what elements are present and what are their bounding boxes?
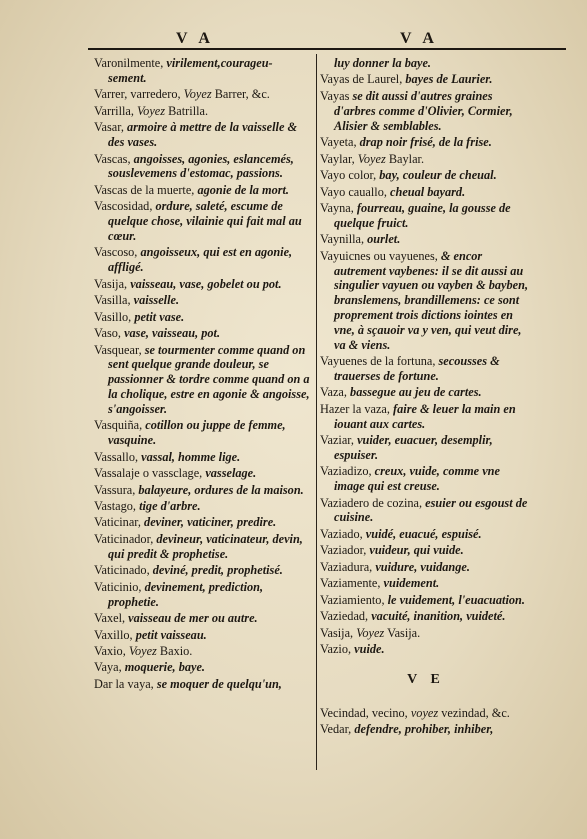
headword: Vasilla,: [94, 293, 131, 308]
definition: vuidure, vuidange.: [375, 559, 470, 574]
definition: cheual bayard.: [390, 184, 466, 199]
definition: se dit aussi d'autres graines d'arbres comme d'Olivier, Cormier, Alisier & semblables.: [334, 88, 513, 133]
cross-reference-target: Vasija.: [387, 625, 421, 640]
headword: Vaso,: [94, 326, 121, 341]
left-column: [94, 56, 310, 693]
headword: Vaticinar,: [94, 515, 141, 530]
cross-reference-marker: Voyez: [356, 625, 385, 640]
cross-reference-target: Barrer, &c.: [214, 87, 270, 102]
headword: Vayna,: [320, 200, 354, 215]
definition: moquerie, baye.: [124, 660, 205, 675]
dictionary-entry: [94, 87, 310, 102]
cross-reference-marker: Voyez: [357, 151, 386, 166]
definition: petit vase.: [134, 309, 185, 324]
headword: Vaziamiento,: [320, 592, 385, 607]
header-rule: [88, 48, 566, 50]
dictionary-entry: [94, 277, 310, 292]
headword: Vaxel,: [94, 611, 126, 626]
cross-reference-target: Baylar.: [388, 151, 425, 166]
definition: ourlet.: [367, 232, 401, 247]
headword: Vaylar,: [320, 151, 355, 166]
definition: vuidé, euacué, espuisé.: [365, 526, 482, 541]
headword: Vayo color,: [320, 168, 377, 183]
definition: angoisseux, qui est en agonie, affligé.: [108, 245, 293, 275]
definition: vase, vaisseau, pot.: [124, 326, 221, 341]
definition: le vuidement, l'euacuation.: [387, 592, 525, 607]
section-heading: V E: [407, 672, 445, 688]
definition: vassal, homme lige.: [141, 449, 241, 464]
dictionary-entry: [320, 593, 532, 608]
dictionary-entry: [320, 560, 532, 575]
cross-reference-target: vezindad, &c.: [441, 705, 510, 720]
running-head-right: V A: [400, 30, 438, 47]
dictionary-entry: [94, 418, 310, 448]
dictionary-entry: [94, 466, 310, 481]
headword: Vazio,: [320, 642, 352, 657]
dictionary-entry: [94, 293, 310, 308]
definition: defendre, prohiber, inhiber,: [354, 722, 494, 737]
headword: Vaziamente,: [320, 576, 381, 591]
dictionary-entry: [94, 644, 310, 659]
cross-reference-marker: voyez: [410, 705, 439, 720]
definition: vaisselle.: [133, 293, 180, 308]
dictionary-entry: [320, 56, 532, 71]
dictionary-entry: [320, 135, 532, 150]
running-head-left: V A: [176, 30, 214, 47]
definition: deviné, predit, prophetisé.: [152, 563, 283, 578]
headword: Vaziedad,: [320, 609, 369, 624]
dictionary-entry: [320, 464, 532, 494]
headword: Vascas,: [94, 151, 131, 166]
definition: luy donner la baye.: [334, 56, 432, 70]
headword: Vayas de Laurel,: [320, 72, 403, 87]
definition: devineur, vaticinateur, devin, qui predit & prophetise.: [108, 531, 303, 561]
dictionary-entry: [94, 483, 310, 498]
dictionary-entry: [320, 706, 532, 721]
definition: se moquer de quelqu'un,: [156, 676, 282, 691]
headword: Vayuenes de la fortuna,: [320, 354, 436, 369]
headword: Vascas de la muerte,: [94, 182, 195, 197]
headword: Vaticinador,: [94, 531, 154, 546]
definition: cotillon ou juppe de femme, vasquine.: [108, 418, 286, 448]
dictionary-entry: [320, 642, 532, 657]
dictionary-entry: [320, 152, 532, 167]
running-head: [0, 30, 587, 48]
cross-reference-marker: Voyez: [128, 643, 157, 658]
dictionary-entry: [94, 152, 310, 182]
dictionary-entry: [320, 433, 532, 463]
dictionary-entry: [320, 626, 532, 641]
dictionary-entry: [94, 310, 310, 325]
definition: bassegue au jeu de cartes.: [350, 385, 482, 400]
dictionary-entry: [94, 120, 310, 150]
headword: Vaziadero de cozina,: [320, 495, 423, 510]
definition: drap noir frisé, de la frise.: [359, 135, 492, 150]
column-divider: [316, 54, 317, 770]
dictionary-entry: [94, 660, 310, 675]
dictionary-entry: [320, 168, 532, 183]
dictionary-entry: [94, 611, 310, 626]
headword: Vaynilla,: [320, 232, 365, 247]
headword: Varrer, varredero,: [94, 87, 181, 102]
headword: Vaxillo,: [94, 627, 133, 642]
dictionary-entry: [320, 201, 532, 231]
dictionary-entry: [320, 402, 532, 432]
headword: Vastago,: [94, 499, 137, 513]
definition: & encor autrement vaybenes: il se dit aussi au singulier vayuen ou vayben & bayben, branslemens, brandillemens: ce sont proprement trois dictions iointes en vne, à sçauoir va y ven, qui veut dire, va & viens.: [334, 248, 529, 352]
dictionary-entry: [320, 496, 532, 526]
dictionary-entry: [94, 343, 310, 417]
definition: devinement, prediction, prophetie.: [108, 579, 264, 609]
headword: Vaxio,: [94, 643, 126, 658]
headword: Vasar,: [94, 120, 124, 135]
dictionary-entry: [320, 385, 532, 400]
headword: Vaya,: [94, 660, 122, 675]
headword: Hazer la vaza,: [320, 401, 390, 416]
headword: Vayo cauallo,: [320, 184, 387, 199]
dictionary-entry: [320, 249, 532, 353]
dictionary-entry: [94, 677, 310, 692]
definition: vaisseau, vase, gobelet ou pot.: [130, 276, 282, 291]
headword: Vaticinio,: [94, 579, 142, 594]
dictionary-entry: [94, 183, 310, 198]
definition: secousses & trauerses de fortune.: [334, 354, 500, 383]
dictionary-entry: [94, 532, 310, 562]
definition: vaisseau de mer ou autre.: [128, 611, 258, 626]
definition: balayeure, ordures de la maison.: [138, 482, 304, 497]
headword: Vaziador,: [320, 543, 367, 558]
headword: Vaza,: [320, 385, 347, 400]
definition: bay, couleur de cheual.: [379, 168, 497, 183]
headword: Dar la vaya,: [94, 676, 154, 691]
definition: petit vaisseau.: [135, 627, 207, 642]
headword: Vaziado,: [320, 526, 363, 541]
headword: Vascoso,: [94, 245, 138, 260]
headword: Varonilmente,: [94, 56, 164, 70]
dictionary-entry: [94, 499, 310, 514]
dictionary-entry: [320, 576, 532, 591]
headword: Vayeta,: [320, 135, 357, 150]
definition: tige d'arbre.: [139, 499, 201, 513]
definition: armoire à mettre de la vaisselle & des vases.: [108, 120, 298, 150]
headword: Vedar,: [320, 722, 352, 737]
definition: vasselage.: [205, 466, 257, 481]
definition: faire & leuer la main en iouant aux cartes.: [334, 401, 516, 431]
cross-reference-marker: Voyez: [137, 103, 166, 118]
definition: esuier ou esgoust de cuisine.: [334, 495, 528, 525]
dictionary-entry: [94, 199, 310, 243]
headword: Vassallo,: [94, 449, 139, 464]
definition: angoisses, agonies, eslancemés, souslevemens d'estomac, passions.: [108, 151, 294, 181]
dictionary-entry: [94, 104, 310, 119]
definition: virilement,courageu-sement.: [108, 56, 273, 85]
dictionary-entry: [320, 722, 532, 737]
dictionary-entry: [320, 354, 532, 384]
definition: ordure, saleté, escume de quelque chose, vilainie qui fait mal au cœur.: [108, 199, 302, 243]
dictionary-entry: [94, 580, 310, 610]
headword: Vaziadura,: [320, 559, 373, 574]
definition: bayes de Laurier.: [405, 72, 493, 87]
headword: Vaticinado,: [94, 563, 150, 578]
dictionary-entry: [94, 515, 310, 530]
headword: Vassalaje o vassclage,: [94, 466, 203, 481]
headword: Vasija,: [320, 625, 354, 640]
definition: vuide.: [354, 642, 385, 657]
definition: se tourmenter comme quand on sent quelque grande douleur, se passionner & tordre comme quand on a la cholique, estre en agonie & angoisse, s'angoisser.: [108, 342, 310, 416]
definition: vuider, euacuer, desemplir, espuiser.: [334, 433, 493, 462]
dictionary-entry: [320, 185, 532, 200]
dictionary-entry: [94, 450, 310, 465]
cross-reference-marker: Voyez: [183, 87, 212, 102]
definition: deviner, vaticiner, predire.: [144, 515, 277, 530]
dictionary-entry: [94, 628, 310, 643]
right-column: [320, 56, 532, 739]
headword: Vayuicnes ou vayuenes,: [320, 248, 438, 263]
definition: vacuité, inanition, vuideté.: [371, 609, 506, 624]
headword: Vasija,: [94, 276, 128, 291]
dictionary-entry: [320, 609, 532, 624]
headword: Varrilla,: [94, 103, 134, 118]
headword: Vasillo,: [94, 309, 132, 324]
cross-reference-target: Baxio.: [159, 643, 193, 658]
headword: Vasquear,: [94, 342, 142, 357]
dictionary-entry: [320, 89, 532, 133]
dictionary-entry: [320, 527, 532, 542]
headword: Vassura,: [94, 482, 136, 497]
definition: vuidement.: [383, 576, 440, 591]
definition: vuideur, qui vuide.: [369, 543, 464, 558]
definition: creux, vuide, comme vne image qui est creuse.: [334, 464, 500, 494]
dictionary-entry: [94, 326, 310, 341]
dictionary-entry: [320, 72, 532, 87]
headword: Vayas: [320, 88, 350, 103]
headword: Vaziadizo,: [320, 464, 372, 479]
headword: Vasquiña,: [94, 418, 143, 433]
dictionary-entry: [94, 563, 310, 578]
definition: agonie de la mort.: [197, 182, 290, 197]
headword: Vecindad, vecino,: [320, 705, 408, 720]
dictionary-entry: [94, 245, 310, 275]
definition: fourreau, guaine, la gousse de quelque fruict.: [334, 200, 511, 230]
headword: Vascosidad,: [94, 199, 153, 214]
dictionary-entry: [320, 543, 532, 558]
cross-reference-target: Batrilla.: [168, 103, 209, 118]
dictionary-entry: [320, 232, 532, 247]
dictionary-entry: [94, 56, 310, 86]
headword: Vaziar,: [320, 433, 354, 448]
